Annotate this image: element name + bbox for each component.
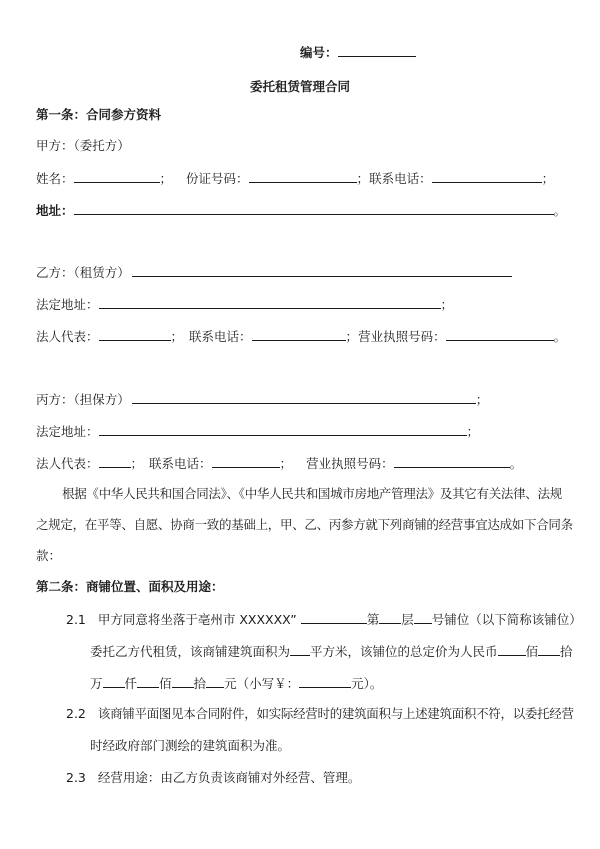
- semicolon: ；: [541, 171, 555, 186]
- semicolon: ；: [440, 297, 454, 312]
- clause-2-2-line-2: 时经政府部门测绘的建筑面积为准。: [90, 738, 291, 753]
- clause-2-1-text: 平方米，该铺位的总定价为人民币: [310, 644, 498, 659]
- party-b-rep-field[interactable]: [99, 328, 171, 341]
- clause-2-1-text: 仟: [124, 676, 138, 691]
- period: 。: [553, 329, 567, 344]
- document-title: 委托租赁管理合同: [250, 79, 351, 94]
- price-field[interactable]: [538, 643, 560, 656]
- party-b-label: 乙方：（租赁方）: [36, 265, 130, 280]
- clause-2-1-text: 佰: [159, 676, 172, 691]
- party-c-rep-row: [36, 455, 522, 472]
- period: 。: [509, 456, 523, 471]
- clause-2-2-line-1: [66, 706, 574, 722]
- party-b-address-label: 法定地址：: [36, 297, 99, 312]
- semicolon: ；: [159, 171, 173, 186]
- party-a-address-field[interactable]: [74, 202, 554, 215]
- clause-number: 2.1: [66, 612, 86, 627]
- price-field[interactable]: [103, 675, 125, 688]
- party-c-rep-field[interactable]: [99, 455, 131, 468]
- party-a-phone-field[interactable]: [432, 170, 542, 183]
- contract-number-field[interactable]: [338, 44, 416, 57]
- party-a-address-row: [36, 202, 566, 219]
- contract-number-label: 编号：: [300, 45, 338, 60]
- party-b-license-label: 营业执照号码：: [358, 329, 446, 344]
- clause-2-1-text: 号铺位（以下简称该铺位）: [431, 612, 582, 627]
- party-c-license-field[interactable]: [394, 455, 510, 468]
- party-b-address-field[interactable]: [99, 296, 441, 309]
- price-field[interactable]: [172, 675, 194, 688]
- article2-heading: 第二条：商铺位置、面积及用途：: [36, 579, 224, 594]
- party-c-address-label: 法定地址：: [36, 424, 99, 439]
- clause-2-1-line-3: [90, 675, 382, 692]
- party-b-phone-label: 联系电话：: [189, 329, 252, 344]
- party-c-label: 丙方：（担保方）: [36, 392, 130, 407]
- clause-2-3: [66, 770, 360, 786]
- party-c-phone-field[interactable]: [212, 455, 280, 468]
- party-c-address-field[interactable]: [99, 423, 467, 436]
- party-a-address-label: 地址：: [36, 203, 74, 218]
- party-c-row: [36, 391, 488, 408]
- price-field[interactable]: [498, 643, 526, 656]
- party-b-address-row: [36, 296, 453, 313]
- party-b-license-field[interactable]: [446, 328, 554, 341]
- party-a-id-field[interactable]: [249, 170, 357, 183]
- party-c-rep-label: 法人代表：: [36, 456, 99, 471]
- party-b-rep-row: [36, 328, 566, 345]
- building-field[interactable]: [301, 611, 367, 624]
- party-c-address-row: [36, 423, 479, 440]
- contract-number: [300, 44, 416, 61]
- clause-2-3-text: 经营用途：由乙方负责该商铺对外经营、管理。: [97, 770, 361, 785]
- party-c-name-field[interactable]: [132, 391, 476, 404]
- clause-2-2-text: 该商铺平面图见本合同附件，如实际经营时的建筑面积与上述建筑面积不符，以委托经营: [97, 706, 574, 721]
- price-field[interactable]: [206, 675, 224, 688]
- semicolon: ；: [356, 171, 370, 186]
- semicolon: ；: [345, 329, 359, 344]
- party-b-phone-field[interactable]: [252, 328, 346, 341]
- clause-number: 2.3: [66, 770, 86, 785]
- party-a-name-label: 姓名：: [36, 171, 74, 186]
- clause-2-1-text: 元（小写￥：: [224, 676, 300, 691]
- clause-number: 2.2: [66, 706, 86, 721]
- party-a-label: 甲方：（委托方）: [36, 138, 130, 153]
- area-field[interactable]: [290, 643, 310, 656]
- preamble-line-1: 根据《中华人民共和国合同法》、《中华人民共和国城市房地产管理法》及其它有关法律、法规: [62, 486, 562, 501]
- party-c-license-label: 营业执照号码：: [306, 456, 394, 471]
- party-a-name-field[interactable]: [74, 170, 160, 183]
- party-a-phone-label: 联系电话：: [369, 171, 432, 186]
- party-b-row: [36, 264, 512, 281]
- price-field[interactable]: [137, 675, 159, 688]
- party-b-name-field[interactable]: [132, 264, 512, 277]
- semicolon: ；: [170, 329, 184, 344]
- semicolon: ；: [130, 456, 144, 471]
- clause-2-1-text: 甲方同意将坐落于亳州市 XXXXXX”: [97, 612, 297, 627]
- clause-2-1-text: 万: [90, 676, 103, 691]
- clause-2-1-text: 拾: [560, 644, 573, 659]
- clause-2-1-line-2: [90, 643, 573, 660]
- unit-field[interactable]: [414, 611, 432, 624]
- party-a-info-row: [36, 170, 554, 187]
- clause-2-1-text: 委托乙方代租赁，该商铺建筑面积为: [90, 644, 291, 659]
- preamble-line-3: 款：: [36, 548, 62, 563]
- clause-2-1-text: 第: [366, 612, 380, 627]
- clause-2-1-line-1: [66, 611, 582, 628]
- preamble-line-2: 之规定，在平等、自愿、协商一致的基础上，甲、乙、丙参方就下列商铺的经营事宜达成如下合同条: [36, 517, 573, 532]
- party-b-rep-label: 法人代表：: [36, 329, 99, 344]
- party-a-id-label: 份证号码：: [186, 171, 249, 186]
- clause-2-1-text: 元）。: [351, 676, 383, 691]
- floor-field[interactable]: [379, 611, 401, 624]
- period: 。: [553, 203, 567, 218]
- clause-2-1-text: 拾: [193, 676, 207, 691]
- party-c-phone-label: 联系电话：: [149, 456, 212, 471]
- semicolon: ；: [475, 392, 489, 407]
- article1-heading: 第一条：合同参方资料: [36, 107, 162, 122]
- semicolon: ；: [466, 424, 480, 439]
- price-numeric-field[interactable]: [299, 675, 351, 688]
- clause-2-1-text: 层: [401, 612, 414, 627]
- clause-2-1-text: 佰: [525, 644, 539, 659]
- semicolon: ；: [279, 456, 293, 471]
